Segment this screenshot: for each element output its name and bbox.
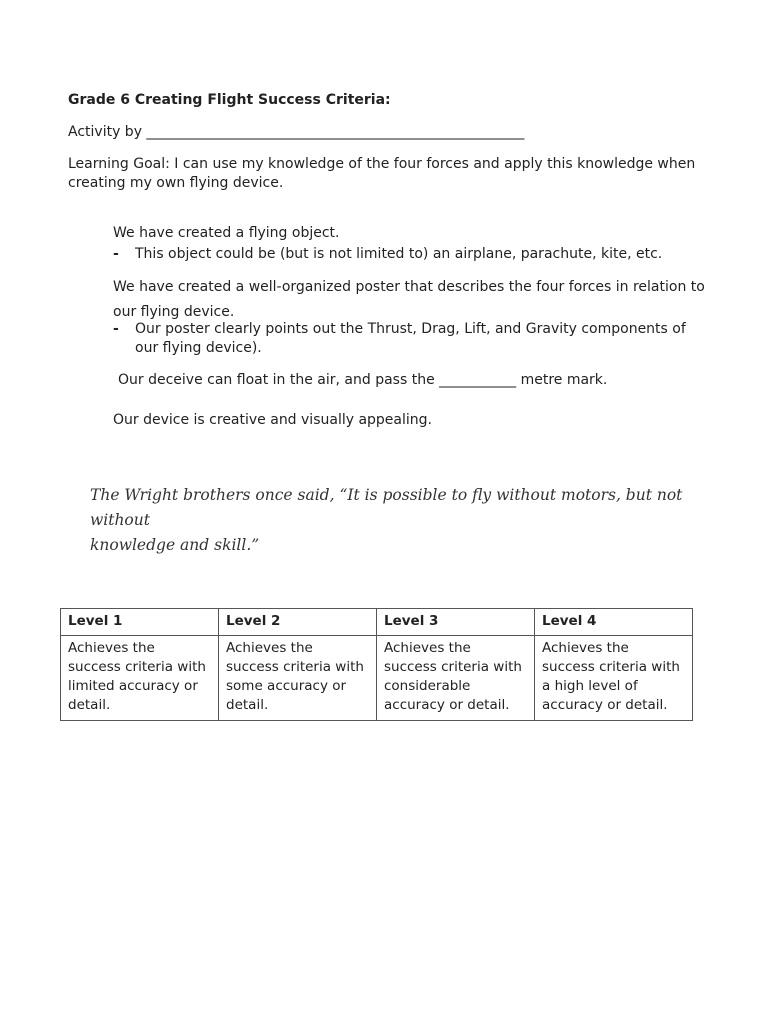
learning-goal-line-2: creating my own flying device. xyxy=(68,175,284,191)
rubric-level-4-description: Achieves the success criteria with a high level of accuracy or detail. xyxy=(535,636,693,721)
criterion-poster-bullet xyxy=(113,320,713,358)
criterion-poster-line-1: We have created a well-organized poster that describes the four forces in relation to xyxy=(113,279,705,295)
rubric-level-3-description: Achieves the success criteria with considerable accuracy or detail. xyxy=(377,636,535,721)
rubric-level-2-description: Achieves the success criteria with some accuracy or detail. xyxy=(219,636,377,721)
criterion-flying-object-bullet xyxy=(113,245,713,264)
rubric-description-row xyxy=(61,636,693,721)
rubric-header-level-1: Level 1 xyxy=(61,609,219,636)
bullet-dash: - xyxy=(113,246,119,262)
rubric-table xyxy=(60,608,693,721)
criterion-float-distance: Our deceive can float in the air, and pass the ___________ metre mark. xyxy=(118,372,608,388)
rubric-header-row xyxy=(61,609,693,636)
bullet-text: This object could be (but is not limited to) an airplane, parachute, kite, etc. xyxy=(135,246,663,262)
criterion-creative: Our device is creative and visually appealing. xyxy=(113,412,432,428)
rubric-header-level-3: Level 3 xyxy=(377,609,535,636)
wright-brothers-quote xyxy=(90,483,710,558)
bullet-text-line-1: Our poster clearly points out the Thrust, Drag, Lift, and Gravity components of xyxy=(135,321,686,337)
activity-by-line: Activity by ______________________________________________________ xyxy=(68,124,525,140)
learning-goal-line-1: Learning Goal: I can use my knowledge of the four forces and apply this knowledge when xyxy=(68,156,696,172)
rubric-header-level-2: Level 2 xyxy=(219,609,377,636)
quote-line-1: The Wright brothers once said, “It is possible to fly without motors, but not without xyxy=(90,486,683,529)
rubric-level-1-description: Achieves the success criteria with limited accuracy or detail. xyxy=(61,636,219,721)
bullet-dash: - xyxy=(113,321,119,337)
bullet-text-line-2: our flying device). xyxy=(135,340,262,356)
rubric-header-level-4: Level 4 xyxy=(535,609,693,636)
quote-line-2: knowledge and skill.” xyxy=(90,536,260,554)
criterion-flying-object: We have created a flying object. xyxy=(113,225,340,241)
document-title: Grade 6 Creating Flight Success Criteria: xyxy=(68,92,391,108)
criterion-poster-line-2: our flying device. xyxy=(113,304,235,320)
